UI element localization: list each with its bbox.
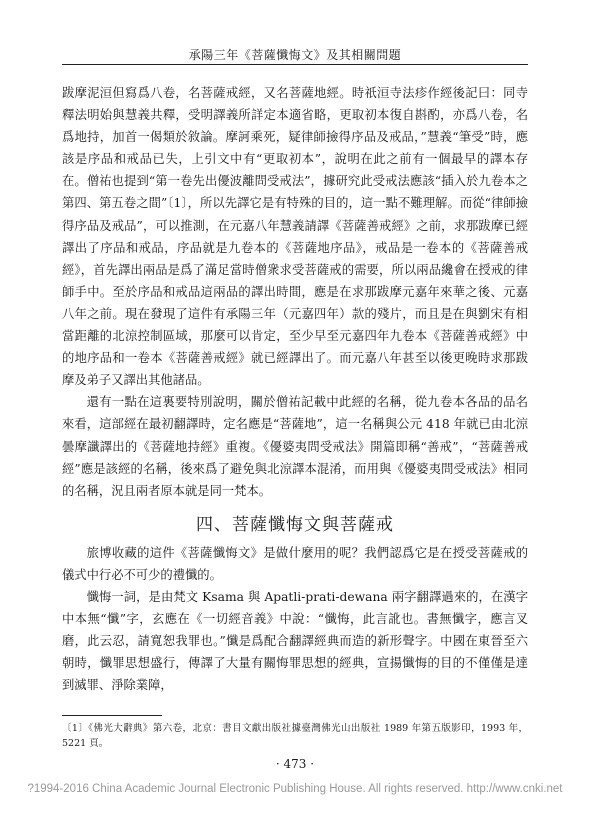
copyright-watermark: ?1994-2016 China Academic Journal Electronic Publishing House. All rights reserved. http://www.cnki.net (27, 783, 563, 795)
body-paragraph-4: 懺悔一詞，是由梵文 Ksama 與 Apatli-prati-dewana 兩字翻譯過來的，在漢字中本無“懺”字，玄應在《一切經音義》中說：“懺悔，此言訛也。書無懺字，應言叉磨，此云忍，請寬恕我罪也。”懺是爲配合翻譯經典而造的新形聲字。中國在東晉至六朝時，懺罪思想盛行，傳譯了大量有關悔罪思想的經典，宣揚懺悔的目的不僅僅是達到滅罪、淨除業障， (62, 589, 528, 693)
header-rule (62, 64, 528, 65)
footnote: 〔1〕《佛光大辭典》第六卷，北京：書目文獻出版社據臺灣佛光山出版社 1989 年第五版影印，1993 年，5221 頁。 (62, 723, 528, 749)
running-header: 承陽三年《菩薩懺悔文》及其相關問題 (188, 48, 402, 62)
body-paragraph-3: 旅博收藏的這件《菩薩懺悔文》是做什麼用的呢？我們認爲它是在授受菩薩戒的儀式中行必不可少的禮懺的。 (62, 545, 528, 582)
body-paragraph-1: 跋摩泥洹但寫爲八卷，名菩薩戒經，又名菩薩地經。時祇洹寺法疹作經後記曰：同寺釋法明始與慧義共釋，受明譯義所詳定本適省略，更取初本復自斟酌，亦爲八卷，名爲地持，加首一偈類於敘論。摩訶乘死，疑律師撿得序品及戒品，”慧義“筆受”時，應該是序品和戒品已失，上引文中有“更取初本”，說明在此之前有一個最早的譯本存在。僧祐也提到“第一卷先出優波離問受戒法”，據研究此受戒法應該“插入於九卷本之第四、第五卷之間”〔1〕，所以先譯它是有特殊的目的，這一點不難理解。而從“律師撿得序品及戒品”，可以推測，在元嘉八年慧義請譯《菩薩善戒經》之前，求那跋摩已經譯出了序品和戒品，序品就是九卷本的《菩薩地序品》，戒品是一卷本的《菩薩善戒經》，首先譯出兩品是爲了滿足當時僧衆求受菩薩戒的需要，所以兩品纔會在授戒的律師手中。至於序品和戒品這兩品的譯出時間，應是在求那跋摩元嘉年來華之後、元嘉八年之前。現在發現了這件有承陽三年（元嘉四年）款的殘片，而且是在與劉宋有相當距離的北涼控制區域，那麼可以肯定，至少早至元嘉四年九卷本《菩薩善戒經》中的地序品和一卷本《菩薩善戒經》就已經譯出了。而元嘉八年甚至以後更晚時求那跋摩及弟子又譯出其他諸品。 (62, 86, 528, 388)
body-paragraph-2: 還有一點在這裏要特別說明，關於僧祐記載中此經的名稱，從九卷本各品的品名來看，這部經在最初翻譯時，定名應是“菩薩地”，這一名稱與公元 418 年就已由北涼曇摩讖譯出的《菩薩地持經》重複。《優婆夷問受戒法》開篇即稱“善戒”，“菩薩善戒經”應是該經的名稱，後來爲了避免與北涼譯本混淆，而用與《優婆夷問受戒法》相同的名稱，況且兩者原本就是同一梵本。 (62, 395, 528, 498)
section-heading: 四、菩薩懺悔文與菩薩戒 (196, 514, 394, 535)
footnote-rule (62, 715, 162, 716)
page-number: · 473 · (275, 757, 315, 771)
body-text (62, 82, 528, 696)
